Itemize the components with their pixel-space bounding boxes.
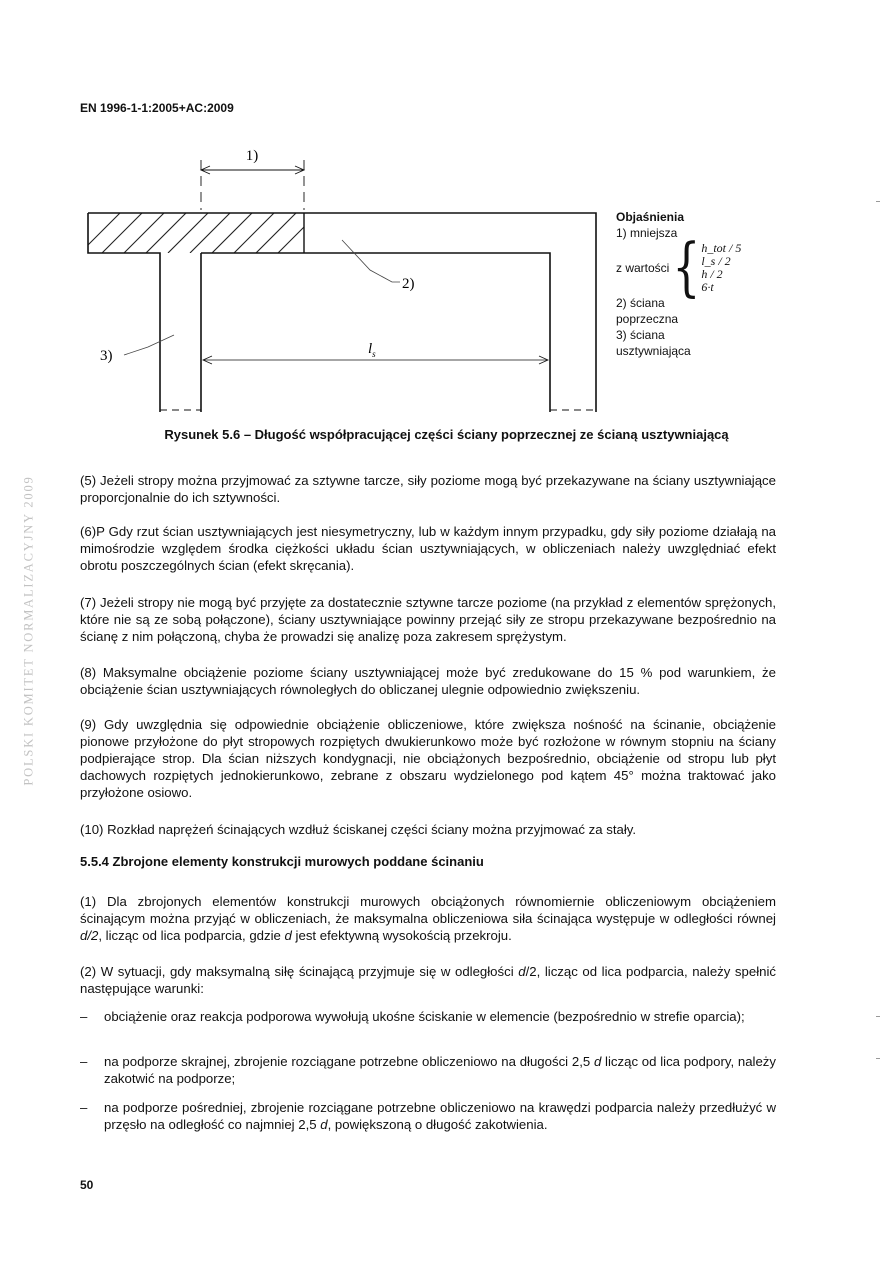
legend-item-1: 1) mniejsza — [616, 226, 678, 240]
bullet-dash: – — [80, 1100, 88, 1115]
paragraph-10: (10) Rozkład naprężeń ścinających wzdłuż ściskanej części ściany można przyjmować za stały. — [80, 822, 637, 837]
figure-legend — [616, 209, 766, 359]
paragraph-8: (8) Maksymalne obciążenie poziome ściany usztywniającej może być zredukowane do 15 % pod warunkiem, że obciążenie ścian usztywniających równoległych do obliczanej ulegnie odpowiednio zwiększeniu. — [80, 665, 776, 697]
label-3: 3) — [100, 348, 113, 364]
legend-values — [701, 242, 741, 294]
legend-value: h / 2 — [701, 267, 723, 281]
bullet-text: obciążenie oraz reakcja podporowa wywołują ukośne ściskanie w elemencie (bezpośrednio w strefie oparcia); — [104, 1009, 745, 1024]
bullet-dash: – — [80, 1054, 88, 1069]
legend-title: Objaśnienia — [616, 210, 685, 224]
legend-item-3a: 3) ściana — [616, 328, 665, 342]
bullet-item-3 — [80, 1099, 776, 1133]
legend-value: h_tot / 5 — [701, 241, 742, 255]
section-heading: 5.5.4 Zbrojone elementy konstrukcji murowych poddane ścinaniu — [80, 854, 484, 869]
dimension-1 — [201, 160, 304, 210]
legend-value: l_s / 2 — [701, 254, 731, 268]
label-ls: $l_s$ — [368, 341, 376, 359]
watermark — [22, 450, 36, 810]
section-paragraph-2: (2) W sytuacji, gdy maksymalną siłę ścinającą przyjmuje się w odległości d/2, licząc od lica podparcia, należy spełnić następujące warunki: — [80, 964, 776, 996]
figure-caption: Rysunek 5.6 – Długość współpracującej części ściany poprzecznej ze ścianą usztywniającą — [164, 427, 729, 442]
hatched-flange — [80, 213, 318, 253]
bullet-item-2 — [80, 1053, 776, 1087]
legend-item-2b: poprzeczna — [616, 312, 679, 326]
margin-tick — [876, 201, 880, 202]
wall-outline — [88, 213, 596, 412]
bullet-dash: – — [80, 1009, 88, 1024]
paragraph-9: (9) Gdy uwzględnia się odpowiednie obciążenie obliczeniowe, które zwiększa nośność na ścinanie, obciążenie pionowe przyłożone do płyt stropowych rozpiętych dwukierunkowo może być rozłożone w równym stopniu na ściany podpierające strop. Dla ścian niższych kondygnacji, nie obciążonych bezpośrednio, obciążenie od stropu lub płyt dachowych rozpiętych jednokierunkowo, zebrane z obszaru wydzielonego pod kątem 45° można traktować jako przyłożone osiowo. — [80, 717, 776, 800]
label-1: 1) — [245, 148, 259, 164]
page-number: 50 — [80, 1178, 94, 1192]
section-paragraph-1: (1) Dla zbrojonych elementów konstrukcji murowych obciążonych równomiernie obliczeniowym obciążeniem ścinającym można przyjąć w obliczeniach, że maksymalna obliczeniowa siła ścinająca występuje w odległości równej d/2, licząc od lica podparcia, gdzie d jest efektywną wysokością przekroju. — [80, 894, 776, 943]
margin-tick — [876, 1016, 880, 1017]
legend-item-3b: usztywniająca — [616, 344, 691, 358]
legend-item-2a: 2) ściana — [616, 296, 665, 310]
document-header: EN 1996-1-1:2005+AC:2009 — [80, 101, 234, 115]
legend-value: 6·t — [701, 280, 714, 294]
paragraph-7: (7) Jeżeli stropy nie mogą być przyjęte za dostatecznie sztywne tarcze poziome (na przykład z elementów sprężonych, które nie są ze sobą połączone), ściany usztywniające powinny przejąć siły ze stropu przekazywane bezpośrednio na ścianę z nim połączoną, chyba że prowadzi się analizę poza zakresem sprężystym. — [80, 595, 776, 644]
bullet-text: na podporze skrajnej, zbrojenie rozciągane potrzebne obliczeniowo na długości 2,5 d licząc od lica podpory, należy zakotwić na podporze; — [104, 1054, 776, 1086]
watermark-text: POLSKI KOMITET NORMALIZACYJNY 2009 — [21, 474, 36, 786]
legend-z-wartosci: z wartości — [616, 261, 670, 275]
figure-wall-diagram — [80, 140, 605, 420]
curly-brace-icon: { — [672, 230, 701, 305]
paragraph-6p: (6)P Gdy rzut ścian usztywniających jest niesymetryczny, lub w każdym innym przypadku, gdy siły poziome działają na mimośrodzie względem środka ciężkości układu ścian usztywniających, w obliczeniach należy uwzględniać efekt obrotu poszczególnych ścian (efekt skręcania). — [80, 524, 776, 573]
margin-tick — [876, 1058, 880, 1059]
leader-3 — [124, 335, 174, 355]
bullet-text: na podporze pośredniej, zbrojenie rozciągane potrzebne obliczeniowo na krawędzi podparcia należy przedłużyć w przęsło na odległość co najmniej 2,5 d, powiększoną o długość zakotwienia. — [104, 1100, 776, 1132]
bullet-item-1 — [80, 1008, 776, 1025]
leader-2 — [342, 240, 400, 282]
label-2: 2) — [402, 276, 415, 292]
paragraph-5: (5) Jeżeli stropy można przyjmować za sztywne tarcze, siły poziome mogą być przekazywane na ściany usztywniające proporcjonalnie do ich sztywności. — [80, 473, 776, 505]
